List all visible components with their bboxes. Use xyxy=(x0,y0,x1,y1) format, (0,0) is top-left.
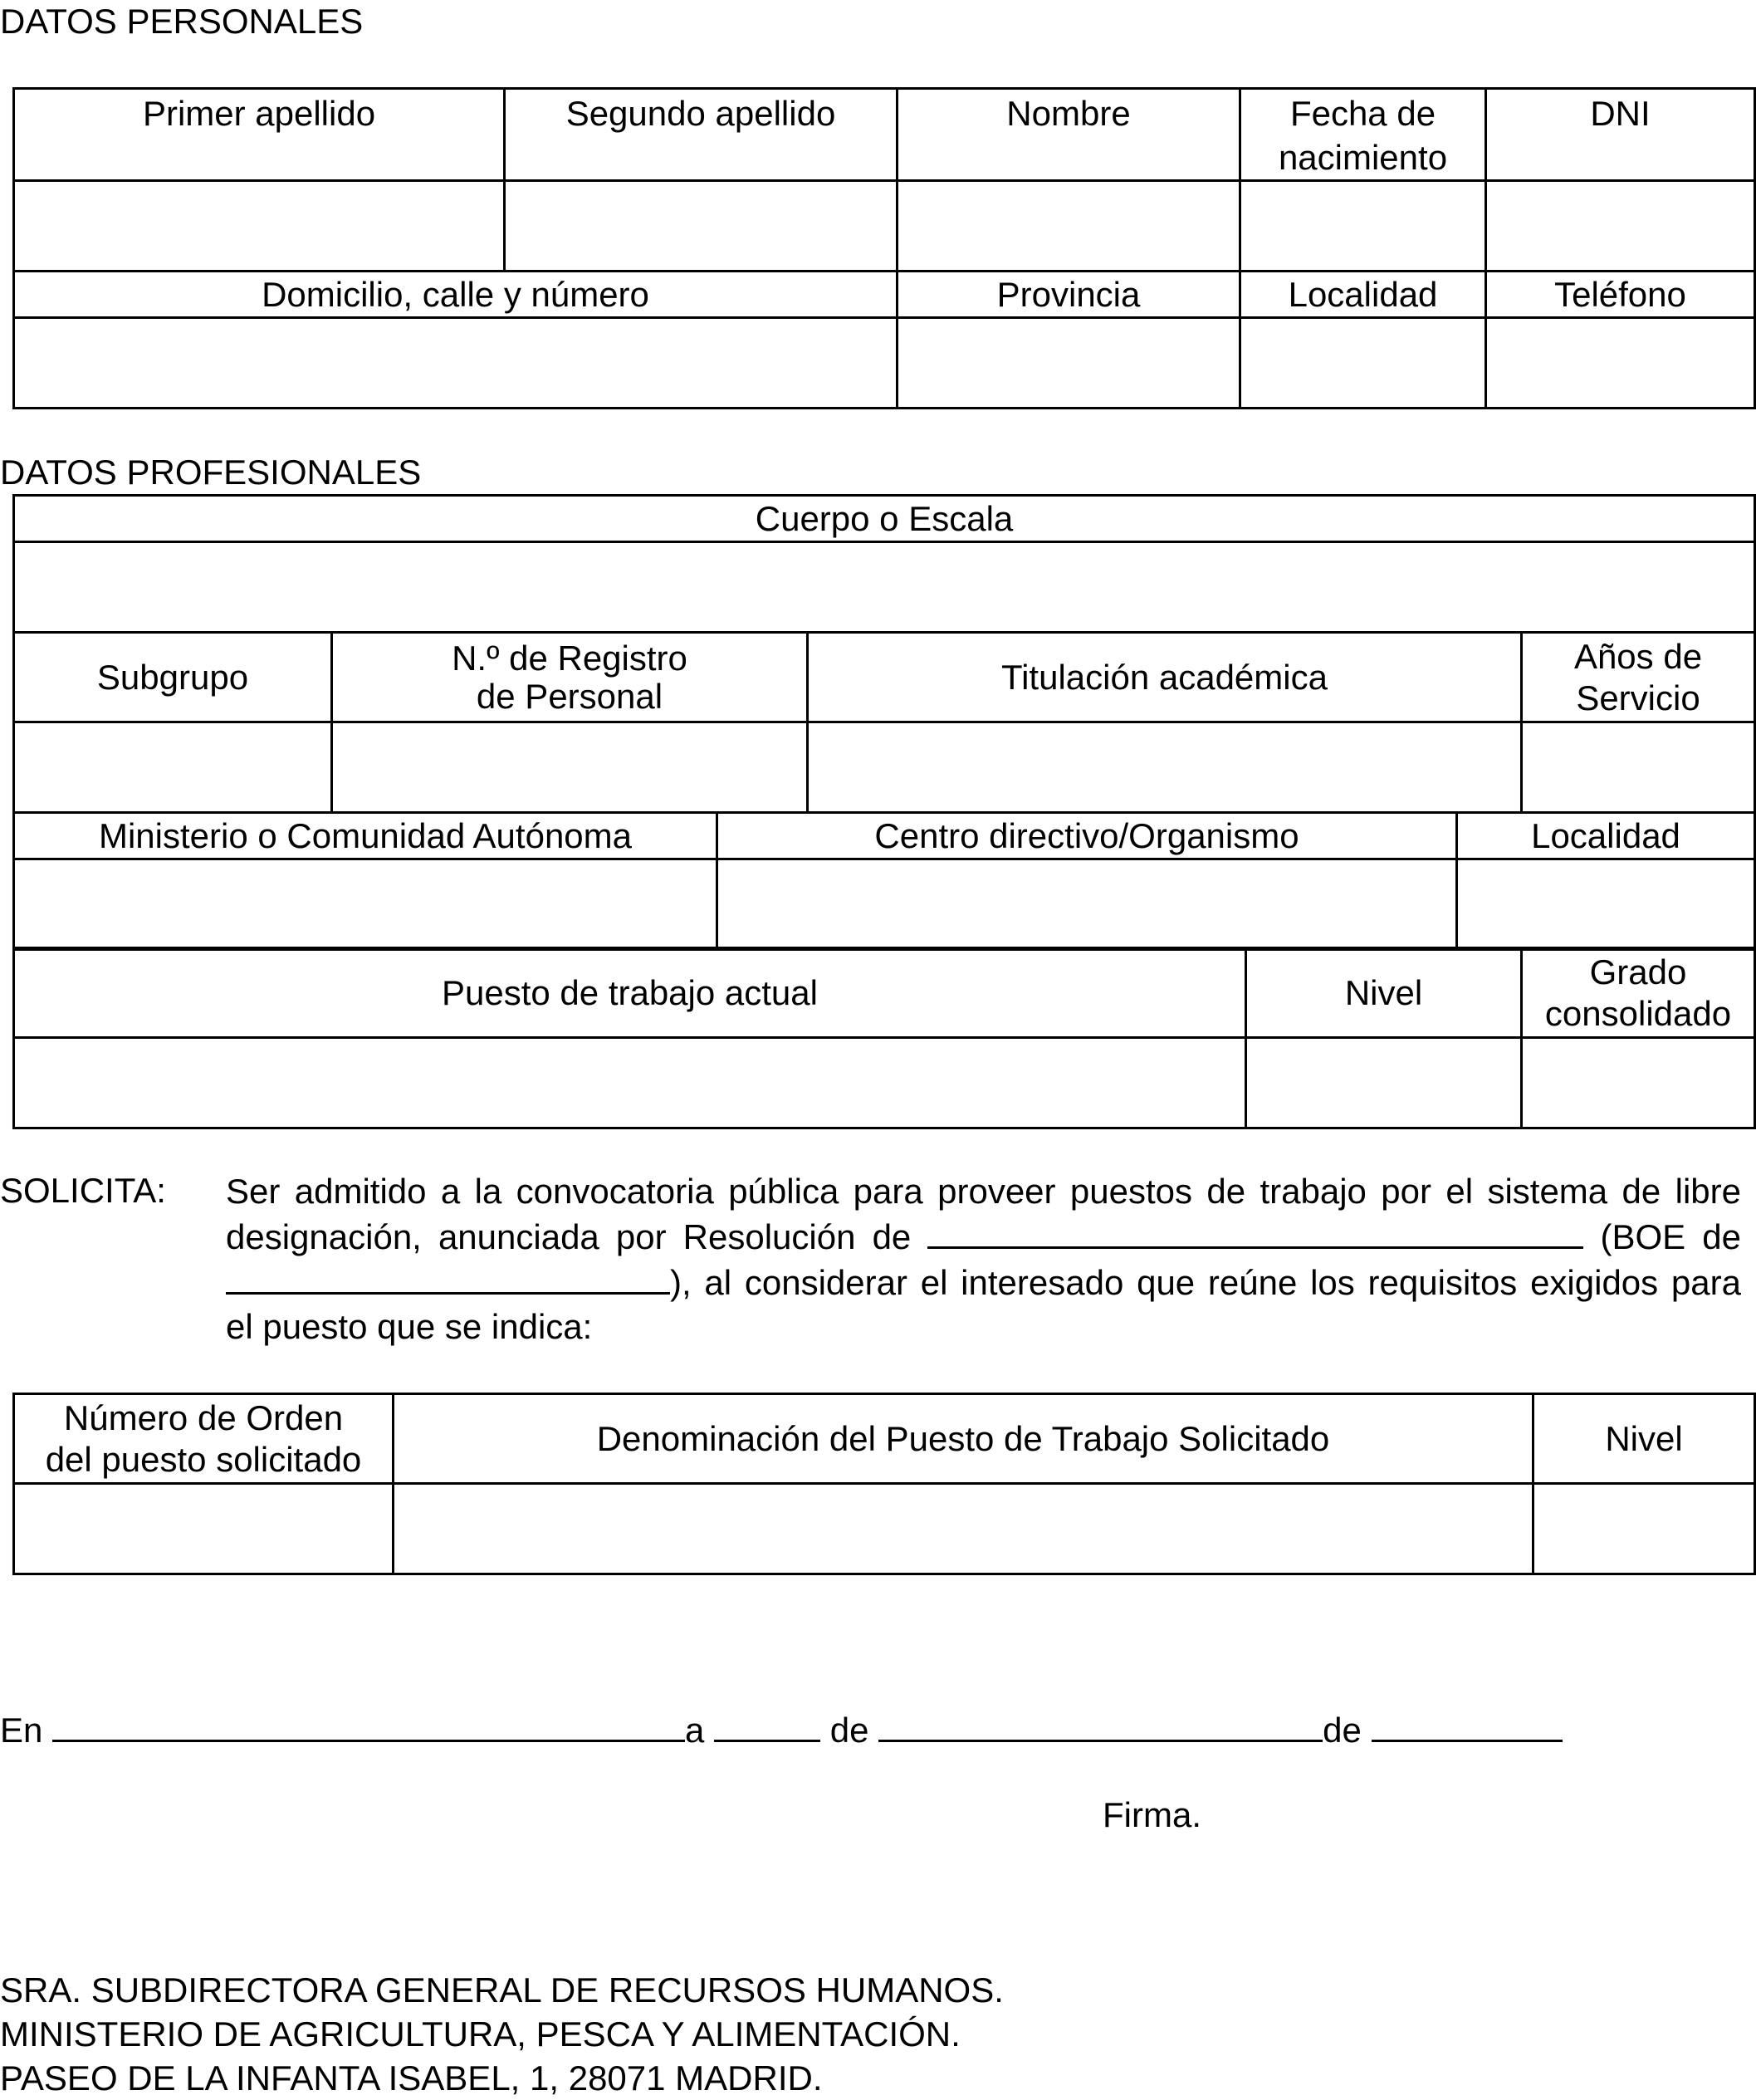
field-nivel-puesto[interactable] xyxy=(1533,1484,1755,1574)
section-heading-profesionales: DATOS PROFESIONALES xyxy=(0,453,422,492)
header-registro-personal xyxy=(332,633,808,722)
resolucion-blank[interactable] xyxy=(927,1213,1583,1249)
field-segundo-apellido[interactable] xyxy=(505,181,898,272)
field-subgrupo[interactable] xyxy=(14,722,332,813)
header-domicilio: Domicilio, calle y número xyxy=(14,272,898,318)
field-domicilio[interactable] xyxy=(14,318,898,409)
header-provincia: Provincia xyxy=(898,272,1240,318)
field-registro-personal[interactable] xyxy=(332,722,808,813)
date-de-label-2: de xyxy=(1323,1711,1362,1750)
recipient-line-1: SRA. SUBDIRECTORA GENERAL DE RECURSOS HUMANOS. xyxy=(0,1970,1004,2009)
field-denominacion-puesto[interactable] xyxy=(394,1484,1533,1574)
solicita-text-part3: ), al considerar el interesado que reúne los requisitos exigidos para el puesto que se indica: xyxy=(226,1263,1741,1346)
header-cuerpo-escala: Cuerpo o Escala xyxy=(14,496,1755,542)
solicita-text-part1: Ser admitido a la convocatoria pública para proveer puestos de trabajo por el sistema de libre designación, anunciada por Resolución de xyxy=(226,1172,1741,1256)
date-line xyxy=(0,1706,1563,1753)
registro-line-1: N.º de Registro xyxy=(452,638,687,678)
signature-label: Firma. xyxy=(1103,1795,1201,1834)
day-blank[interactable] xyxy=(714,1706,820,1742)
section-heading-personales: DATOS PERSONALES xyxy=(0,2,364,41)
field-telefono[interactable] xyxy=(1486,318,1755,409)
header-localidad: Localidad xyxy=(1240,272,1486,318)
date-en-label: En xyxy=(0,1711,43,1750)
header-nivel-prof: Nivel xyxy=(1246,948,1522,1038)
field-localidad-prof[interactable] xyxy=(1457,859,1755,950)
field-grado-consolidado[interactable] xyxy=(1522,1038,1755,1128)
registro-line-2: de Personal xyxy=(476,676,663,716)
recipient-line-2: MINISTERIO DE AGRICULTURA, PESCA Y ALIMENTACIÓN. xyxy=(0,2014,961,2053)
field-nivel-prof[interactable] xyxy=(1246,1038,1522,1128)
field-dni[interactable] xyxy=(1486,181,1755,272)
header-grado-consolidado xyxy=(1522,948,1755,1038)
field-puesto-actual[interactable] xyxy=(14,1038,1246,1128)
field-provincia[interactable] xyxy=(898,318,1240,409)
field-primer-apellido[interactable] xyxy=(14,181,505,272)
header-segundo-apellido: Segundo apellido xyxy=(505,89,898,181)
header-nivel-puesto: Nivel xyxy=(1533,1394,1755,1484)
header-numero-orden xyxy=(14,1394,394,1484)
header-denominacion-puesto: Denominación del Puesto de Trabajo Solicitado xyxy=(394,1394,1533,1484)
header-ministerio: Ministerio o Comunidad Autónoma xyxy=(14,813,717,859)
header-subgrupo: Subgrupo xyxy=(14,633,332,722)
professional-data-table-2 xyxy=(12,811,1756,951)
grado-line-1: Grado xyxy=(1589,952,1687,991)
header-primer-apellido: Primer apellido xyxy=(14,89,505,181)
header-localidad-prof: Localidad xyxy=(1457,813,1755,859)
grado-line-2: consolidado xyxy=(1544,993,1732,1033)
month-blank[interactable] xyxy=(878,1706,1323,1742)
solicita-label: SOLICITA: xyxy=(0,1171,166,1210)
field-cuerpo-escala[interactable] xyxy=(14,542,1755,633)
orden-line-2: del puesto solicitado xyxy=(45,1439,362,1479)
personal-data-table xyxy=(12,87,1756,409)
date-de-label-1: de xyxy=(829,1711,869,1750)
requested-position-table xyxy=(12,1393,1756,1575)
field-titulacion[interactable] xyxy=(808,722,1522,813)
field-centro-directivo[interactable] xyxy=(717,859,1457,950)
header-telefono: Teléfono xyxy=(1486,272,1755,318)
field-ministerio[interactable] xyxy=(14,859,717,950)
anos-line-2: Servicio xyxy=(1576,678,1700,717)
date-a-label: a xyxy=(685,1711,705,1750)
recipient-line-3: PASEO DE LA INFANTA ISABEL, 1, 28071 MADRID. xyxy=(0,2058,823,2098)
header-puesto-actual: Puesto de trabajo actual xyxy=(14,948,1246,1038)
field-fecha-nacimiento[interactable] xyxy=(1240,181,1486,272)
orden-line-1: Número de Orden xyxy=(63,1398,344,1437)
professional-data-table-1 xyxy=(12,494,1756,814)
year-blank[interactable] xyxy=(1372,1706,1563,1742)
professional-data-table-3 xyxy=(12,947,1756,1129)
solicita-text-part2: (BOE de xyxy=(1600,1217,1742,1256)
header-dni: DNI xyxy=(1486,89,1755,181)
boe-date-blank[interactable] xyxy=(226,1259,670,1295)
solicita-paragraph xyxy=(226,1169,1741,1349)
header-titulacion: Titulación académica xyxy=(808,633,1522,722)
field-nombre[interactable] xyxy=(898,181,1240,272)
place-blank[interactable] xyxy=(52,1706,685,1742)
field-anos-servicio[interactable] xyxy=(1522,722,1755,813)
field-numero-orden[interactable] xyxy=(14,1484,394,1574)
field-localidad[interactable] xyxy=(1240,318,1486,409)
header-nombre: Nombre xyxy=(898,89,1240,181)
header-centro-directivo: Centro directivo/Organismo xyxy=(717,813,1457,859)
header-anos-servicio xyxy=(1522,633,1755,722)
anos-line-1: Años de xyxy=(1573,636,1703,676)
header-fecha-nacimiento: Fecha de nacimiento xyxy=(1240,89,1486,181)
